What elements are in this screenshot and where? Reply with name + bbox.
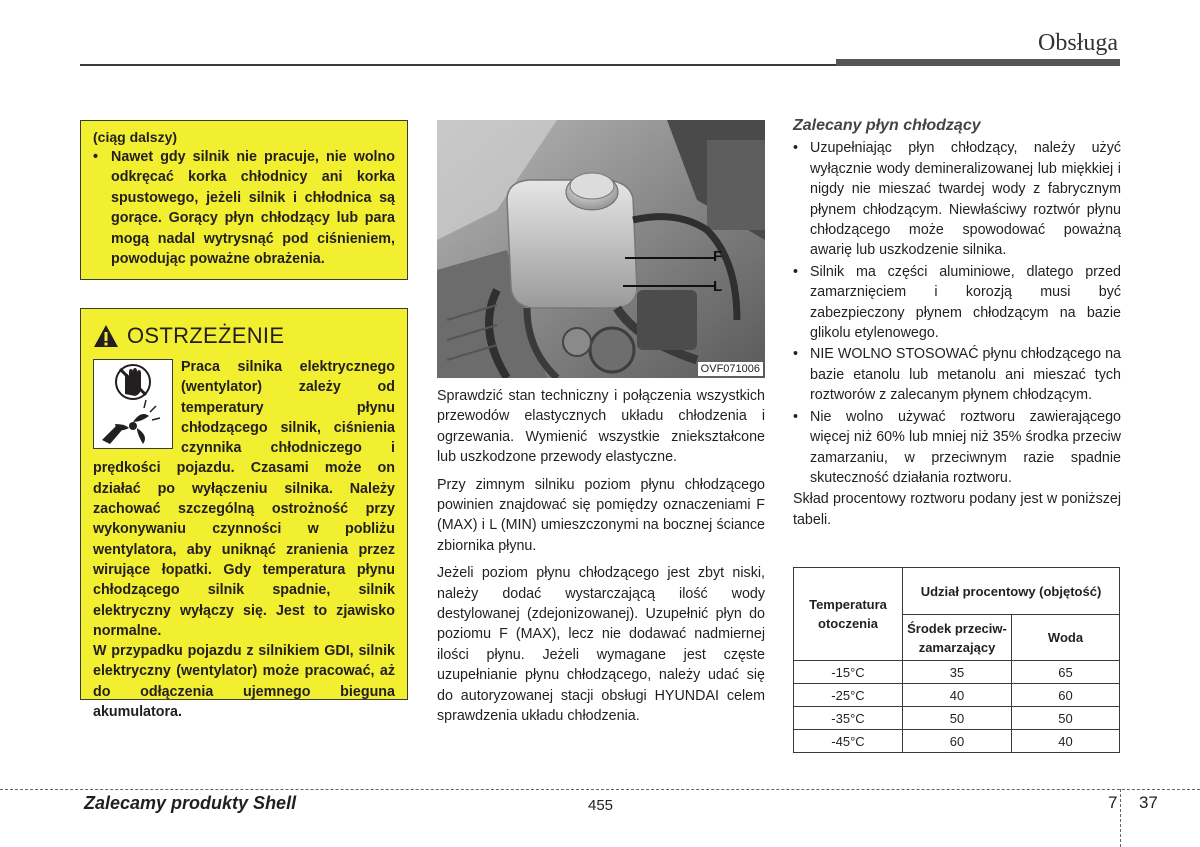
table-row bbox=[794, 730, 1120, 753]
cell-antifreeze: 50 bbox=[903, 707, 1012, 730]
continued-label: (ciąg dalszy) bbox=[93, 129, 178, 145]
warning-title: OSTRZEŻENIE bbox=[127, 323, 285, 348]
column-header-percentage: Udział procentowy (objętość) bbox=[903, 568, 1120, 615]
caution-box bbox=[80, 120, 408, 280]
chapter-page-number bbox=[1108, 793, 1158, 813]
warning-header bbox=[93, 319, 395, 353]
cell-temperature: -15°C bbox=[794, 661, 903, 684]
list-item: • Nie wolno używać roztworu zawierającego więcej niż 60% lub mniej niż 35% środka przeciw zamarzaniu, w przeciwnym razie spadnie skuteczność działania roztworu. bbox=[793, 407, 1121, 489]
right-column bbox=[793, 116, 1121, 530]
column-header-water: Woda bbox=[1012, 615, 1120, 661]
coolant-reservoir-photo bbox=[437, 120, 765, 378]
warning-text bbox=[93, 357, 395, 722]
header-rule bbox=[80, 64, 840, 66]
footer-divider bbox=[0, 789, 1200, 790]
caution-bullet: • Nawet gdy silnik nie pracuje, nie wolno odkręcać korka chłodnicy ani korka spustowego, jeżeli silnik i chłodnica są gorące. Gorący płyn chłodzący lub para mogą nadal wytrysnąć pod ciśnieniem, powodując poważne obrażenia. bbox=[93, 147, 395, 269]
fan-hazard-icon bbox=[93, 359, 173, 449]
cell-water: 50 bbox=[1012, 707, 1120, 730]
cell-water: 40 bbox=[1012, 730, 1120, 753]
photo-code: OVF071006 bbox=[698, 362, 763, 376]
max-level-label: F bbox=[713, 248, 723, 265]
header-bar bbox=[836, 59, 1120, 66]
cell-temperature: -25°C bbox=[794, 684, 903, 707]
coolant-section-title: Zalecany płyn chłodzący bbox=[793, 117, 981, 134]
min-level-label: L bbox=[713, 278, 723, 295]
paragraph-hoses: Sprawdzić stan techniczny i połączenia wszystkich przewodów elastycznych układu chłodzenia i ogrzewania. Wymienić wszystkie zniekształcone lub uszkodzone przewody elastyczne. bbox=[437, 388, 765, 466]
warning-paragraph-2: W przypadku pojazdu z silnikiem GDI, silnik elektryczny (wentylator) może pracować, aż do odłączenia ujemnego bieguna akumulatora. bbox=[93, 643, 395, 721]
paragraph-refill: Jeżeli poziom płynu chłodzącego jest zbyt niski, należy dodać wystarczającą ilość wody destylowanej (zdejonizowanej). Uzupełnić płyn do poziomu F (MAX), lecz nie dodawać nadmiernej ilości płynu. Jeżeli wymagane jest częste uzupełnianie płynu chłodzącego, należy udać się do autoryzowanej stacji obsługi HYUNDAI celem sprawdzenia układu chłodzenia. bbox=[437, 565, 765, 725]
cell-temperature: -45°C bbox=[794, 730, 903, 753]
cell-water: 65 bbox=[1012, 661, 1120, 684]
warning-paragraph-1: Praca silnika elektrycznego (wentylator) zależy od temperatury płynu chłodzącego silnik, ciśnienia czynnika chłodniczego i prędkości pojazdu. Czasami może on działać po wyłączeniu silnika. Należy zachować szczególną ostrożność przy wykonywaniu czynności w pobliżu wentylatora, aby uniknąć zranienia przez wirujące łopatki. Gdy temperatura płynu chłodzącego silnik spadnie, silnik elektryczny wyłączy się. Jest to zjawisko normalne. bbox=[93, 359, 395, 639]
list-item: • Uzupełniając płyn chłodzący, należy użyć wyłącznie wody demineralizowanej lub miękkiej i nigdy nie mieszać twardej wody z fabrycznym płynem chłodzącym. Niewłaściwy roztwór płynu chłodzącego może spowodować poważną awarię lub uszkodzenie silnika. bbox=[793, 138, 1121, 260]
chapter-number: 7 bbox=[1108, 793, 1118, 812]
table-intro: Skład procentowy roztworu podany jest w poniższej tabeli. bbox=[793, 491, 1121, 528]
cell-antifreeze: 40 bbox=[903, 684, 1012, 707]
table-row bbox=[794, 684, 1120, 707]
cell-water: 60 bbox=[1012, 684, 1120, 707]
column-header-antifreeze: Środek przeciw-zamarzający bbox=[903, 615, 1012, 661]
warning-triangle-icon bbox=[93, 324, 119, 348]
coolant-mix-table bbox=[793, 567, 1120, 753]
page-number: 455 bbox=[588, 797, 614, 814]
cell-antifreeze: 35 bbox=[903, 661, 1012, 684]
footer-vertical-divider bbox=[1120, 789, 1121, 847]
cell-temperature: -35°C bbox=[794, 707, 903, 730]
section-title: Obsługa bbox=[1038, 30, 1118, 56]
table-row bbox=[794, 707, 1120, 730]
table-row bbox=[794, 661, 1120, 684]
list-item: • NIE WOLNO STOSOWAĆ płynu chłodzącego na bazie etanolu lub metanolu ani mieszać tych roztworów z zalecanym płynem chłodzącym. bbox=[793, 344, 1121, 405]
list-item: • Silnik ma części aluminiowe, dlatego przed zamarznięciem i korozją musi być zabezpieczony płynem chłodzącym na bazie glikolu etylenowego. bbox=[793, 262, 1121, 344]
column-header-temperature: Temperatura otoczenia bbox=[794, 568, 903, 661]
warning-box bbox=[80, 308, 408, 721]
paragraph-level: Przy zimnym silniku poziom płynu chłodzącego powinien znajdować się pomiędzy oznaczeniami F (MAX) i L (MIN) umieszczonymi na bocznej ściance zbiornika płynu. bbox=[437, 476, 765, 554]
footer-promo: Zalecamy produkty Shell bbox=[84, 793, 297, 813]
cell-antifreeze: 60 bbox=[903, 730, 1012, 753]
middle-column-text bbox=[437, 386, 765, 734]
chapter-page: 37 bbox=[1138, 793, 1158, 812]
